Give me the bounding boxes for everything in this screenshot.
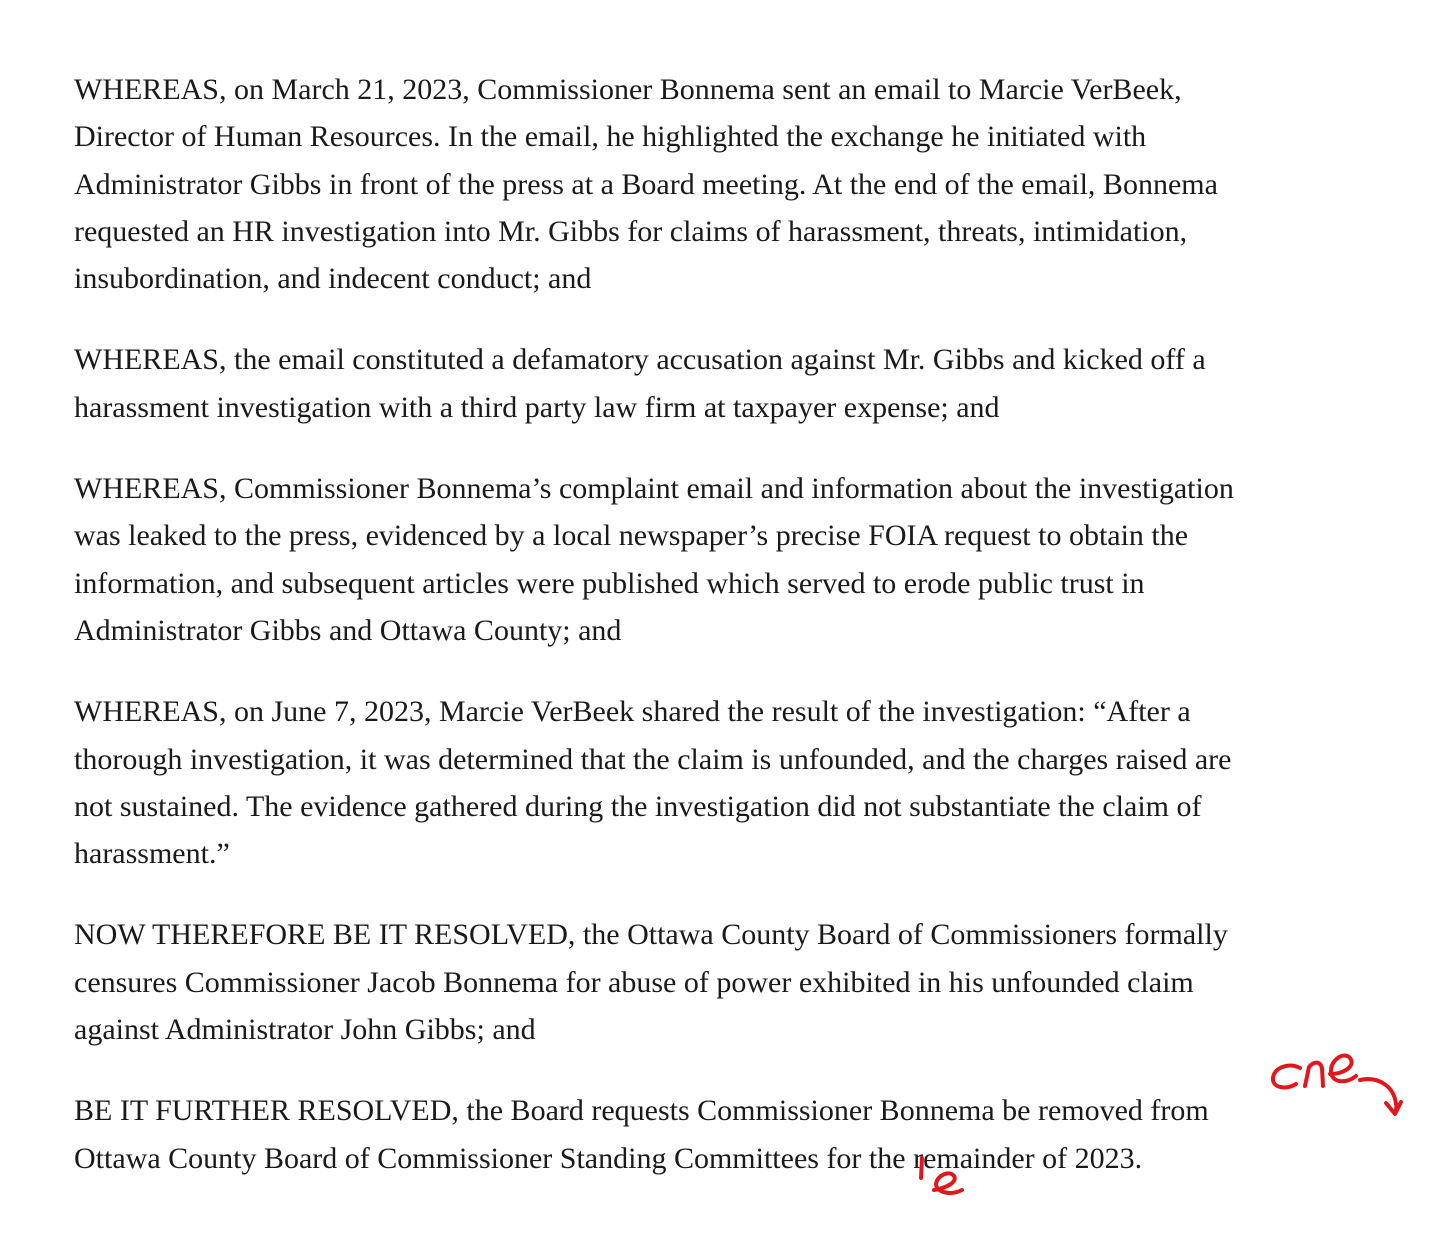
text-line: NOW THEREFORE BE IT RESOLVED, the Ottawa County Board of Commissioners formally <box>74 918 1228 952</box>
text-line: insubordination, and indecent conduct; and <box>74 262 592 296</box>
text-line: Administrator Gibbs and Ottawa County; and <box>74 613 622 647</box>
text-line: information, and subsequent articles were published which served to erode public trust in <box>74 566 1145 600</box>
text-line: censures Commissioner Jacob Bonnema for abuse of power exhibited in his unfounded claim <box>74 965 1194 999</box>
text-line: not sustained. The evidence gathered during the investigation did not substantiate the claim of <box>74 789 1202 823</box>
text-line: WHEREAS, Commissioner Bonnema’s complaint email and information about the investigation <box>74 472 1234 506</box>
text-line: WHEREAS, on June 7, 2023, Marcie VerBeek shared the result of the investigation: “After a <box>74 695 1191 729</box>
text-line: BE IT FURTHER RESOLVED, the Board requests Commissioner Bonnema be removed from <box>74 1094 1209 1128</box>
text-line: Ottawa County Board of Commissioner Standing Committees for the remainder of 2023. <box>74 1141 1143 1175</box>
text-line: WHEREAS, on March 21, 2023, Commissioner Bonnema sent an email to Marcie VerBeek, <box>74 73 1182 106</box>
text-line: harassment.” <box>74 837 230 871</box>
text-line: Director of Human Resources. In the email, he highlighted the exchange he initiated with <box>74 120 1147 154</box>
resolution-text <box>74 66 1424 1216</box>
text-line: requested an HR investigation into Mr. Gibbs for claims of harassment, threats, intimidation, <box>74 214 1188 248</box>
text-line: harassment investigation with a third party law firm at taxpayer expense; and <box>74 390 1000 424</box>
text-line: WHEREAS, the email constituted a defamatory accusation against Mr. Gibbs and kicked off a <box>74 343 1206 377</box>
paragraph-further-resolved <box>74 1087 1424 1182</box>
paragraph-whereas-4 <box>74 688 1424 877</box>
paragraph-resolved <box>74 911 1424 1053</box>
text-line: thorough investigation, it was determined that the claim is unfounded, and the charges raised are <box>74 742 1232 776</box>
paragraph-whereas-3 <box>74 465 1424 654</box>
paragraph-whereas-1 <box>74 66 1424 302</box>
text-line: against Administrator John Gibbs; and <box>74 1013 536 1047</box>
paragraph-whereas-2 <box>74 336 1424 431</box>
text-line: was leaked to the press, evidenced by a local newspaper’s precise FOIA request to obtain the <box>74 519 1189 553</box>
text-line: Administrator Gibbs in front of the press at a Board meeting. At the end of the email, Bonnema <box>74 167 1218 201</box>
